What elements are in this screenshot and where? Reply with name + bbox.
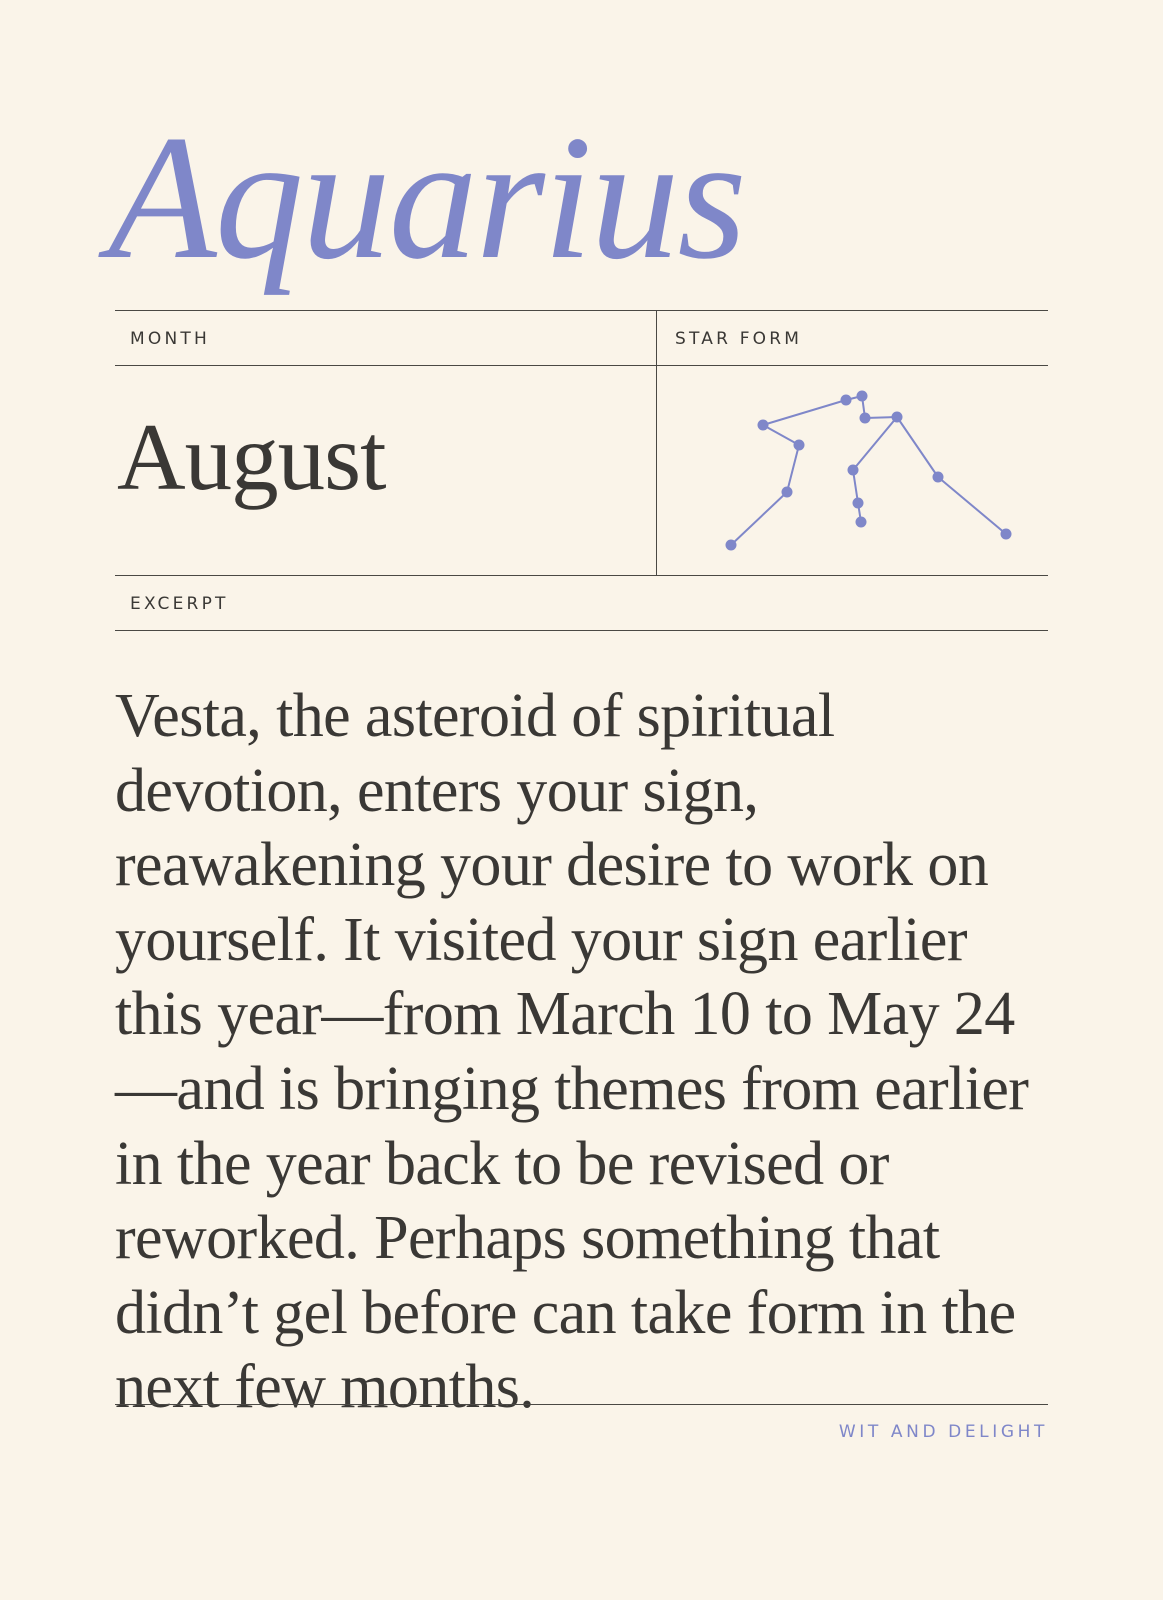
star-dot: [853, 498, 864, 509]
star-dot: [794, 440, 805, 451]
star-dot: [1001, 529, 1012, 540]
month-row-rule: [115, 575, 1048, 576]
star-dot: [856, 517, 867, 528]
star-dot: [726, 540, 737, 551]
star-dot: [782, 487, 793, 498]
footer-rule: [115, 1404, 1048, 1405]
star-dot: [848, 465, 859, 476]
constellation-stars: [726, 391, 1012, 551]
sign-title: Aquarius: [108, 98, 745, 296]
excerpt-text: Vesta, the asteroid of spiritual devotion, enters your sign, reawakening your desire to work on yourself. It visited your sign earlier this year—from March 10 to May 24—and is bringing themes from earlier in the year back to be revised or reworked. Perhaps something that didn’t gel before can take form in the next few months.: [115, 682, 1029, 1422]
excerpt-label: EXCERPT: [130, 594, 229, 614]
aquarius-constellation-icon: [657, 311, 1048, 575]
brand-name: WIT AND DELIGHT: [838, 1422, 1048, 1442]
star-dot: [933, 472, 944, 483]
star-dot: [758, 420, 769, 431]
month-label: MONTH: [130, 329, 210, 349]
star-dot: [841, 395, 852, 406]
star-dot: [857, 391, 868, 402]
month-value: August: [117, 404, 386, 510]
star-form-label: STAR FORM: [675, 329, 803, 349]
excerpt-header-rule: [115, 630, 1048, 631]
star-dot: [892, 412, 903, 423]
star-dot: [860, 413, 871, 424]
